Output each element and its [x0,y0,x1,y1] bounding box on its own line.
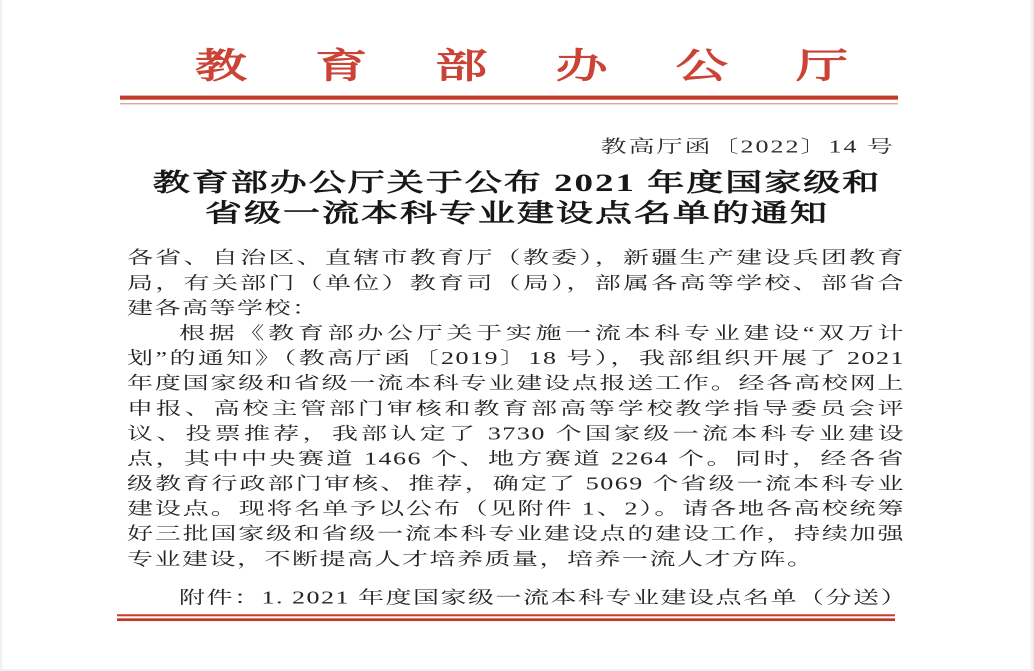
agency-header-char: 公 [675,47,728,86]
header-red-rule [120,96,898,100]
agency-header-char: 部 [435,47,488,86]
document-title [60,168,974,229]
document-title-line-2: 省级一流本科专业建设点名单的通知 [205,200,829,228]
agency-header-char: 厅 [795,47,848,86]
main-paragraph: 根据《教育部办公厅关于实施一流本科专业建设“双万计划”的通知》（教高厅函〔2019〕18 号），我部组织开展了 2021 年度国家级和省级一流本科专业建设点报送工作。经各高校网上申报、高校主管部门审核和教育部高等学校教学指导委员会评议、投票推荐，我部认定了 3730 个国家级一流本科专业建设点，其中中央赛道 1466 个、地方赛道 2264 个。同时，经各省级教育行政部门审核、推荐，确定了 5069 个省级一流本科专业建设点。现将名单予以公布（见附件 1、2）。请各地各高校统筹好三批国家级和省级一流本科专业建设点的建设工作，持续加强专业建设，不断提高人才培养质量，培养一流人才方阵。 [127,323,905,569]
page-right-edge [1030,0,1034,671]
recipients-paragraph: 各省、自治区、直辖市教育厅（教委），新疆生产建设兵团教育局，有关部门（单位）教育司（局），部属各高等学校、部省合建各高等学校： [127,248,905,318]
bottom-red-rule-thick [117,618,895,621]
attachment-label: 附件： [179,587,262,608]
attachment-line [127,585,909,610]
document-number: 教高厅函〔2022〕14 号 [600,136,895,157]
document-body [127,245,909,610]
agency-header-char: 育 [315,47,368,86]
page-left-edge [0,0,3,671]
header-red-rule-thin [120,103,898,104]
attachment-item: 1. 2021 年度国家级一流本科专业建设点名单（分送） [261,587,909,608]
bottom-red-rule [117,614,895,621]
agency-header-char: 教 [195,47,248,86]
agency-header-title [195,41,848,84]
document-title-line-1: 教育部办公厅关于公布 2021 年度国家级和 [152,169,882,198]
agency-header-char: 办 [555,47,608,86]
